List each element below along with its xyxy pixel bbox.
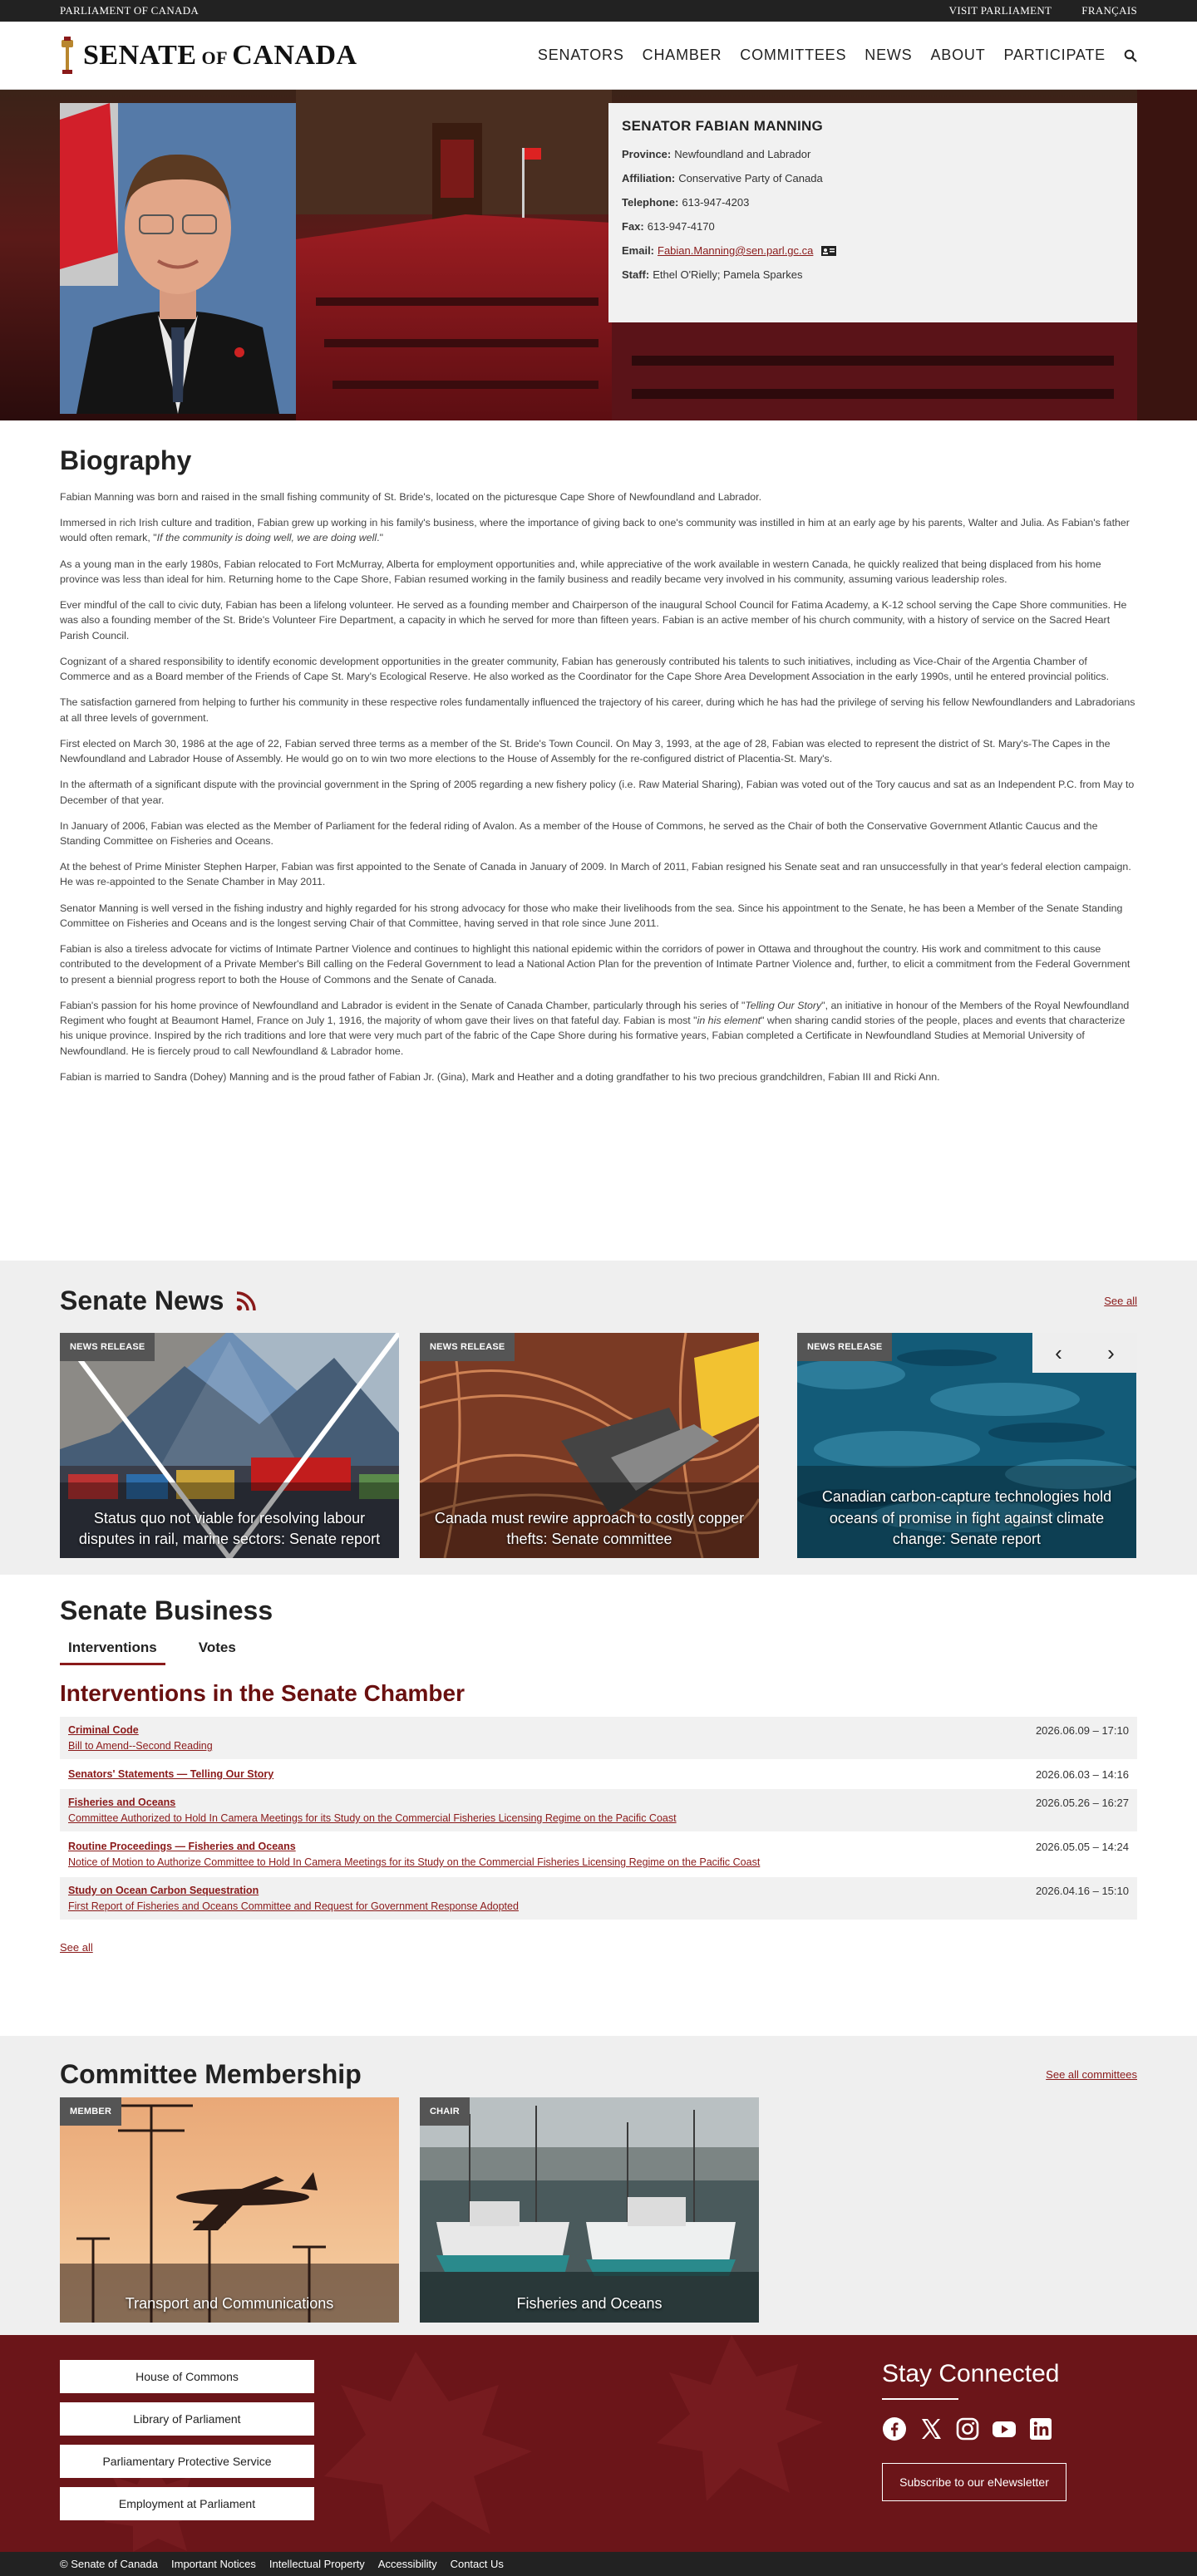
intervention-date: 2026.05.26 – 16:27 xyxy=(1035,1797,1129,1809)
copyright-text: © Senate of Canada xyxy=(60,2558,158,2570)
tab-interventions[interactable]: Interventions xyxy=(60,1639,165,1665)
news-heading: Senate News xyxy=(60,1286,224,1315)
committee-title: Fisheries and Oceans xyxy=(516,2294,663,2312)
contact-us-link[interactable]: Contact Us xyxy=(450,2558,504,2570)
intervention-title[interactable]: Criminal Code xyxy=(68,1724,139,1736)
intervention-subtitle[interactable]: Bill to Amend--Second Reading xyxy=(68,1740,213,1752)
email-link[interactable]: Fabian.Manning@sen.parl.gc.ca xyxy=(658,244,814,257)
nav-about[interactable]: ABOUT xyxy=(930,47,986,63)
youtube-icon[interactable] xyxy=(992,2416,1017,2441)
intervention-date: 2026.06.03 – 14:16 xyxy=(1035,1768,1129,1781)
business-heading: Senate Business xyxy=(60,1595,273,1625)
bio-paragraph: Ever mindful of the call to civic duty, Fabian has been a lifelong volunteer. He served as a founding member and Chairperson of the inaugural School Council for Fatima Academy, a K-12 school serving the Cape Shore communities. He was also a founding member of the St. Bride's Volunteer Fire Department, a capacity in which he served for more than fifteen years. Fabian is an active member of his church community, with a history of service on the Sacred Heart Parish Council. xyxy=(60,599,1127,642)
intervention-row xyxy=(60,1759,1137,1787)
telephone-row: Telephone: 613-947-4203 xyxy=(622,196,750,209)
biography-section xyxy=(0,420,1197,1084)
tab-votes[interactable]: Votes xyxy=(198,1639,236,1655)
utility-bar xyxy=(0,0,1197,22)
intervention-date: 2026.05.05 – 14:24 xyxy=(1035,1841,1129,1853)
see-all-committees-link[interactable]: See all committees xyxy=(1046,2068,1137,2081)
news-header xyxy=(60,1286,1137,1316)
intervention-row xyxy=(60,1831,1137,1875)
bio-paragraph: Cognizant of a shared responsibility to identify economic development opportunities in the greater community, Fabian has generously contributed his talents to such initiatives, including as Vice-Chair of the Argentia Chamber of Commerce and as a Board member of the Friends of Cape St. Mary's Ecological Reserve. He also worked as the Coordinator for the Cape Shore Area Development Association in the early 1990s, until he entered provincial politics. xyxy=(60,655,1110,683)
email-row: Email: Fabian.Manning@sen.parl.gc.ca xyxy=(622,244,1124,257)
senator-name: SENATOR FABIAN MANNING xyxy=(622,118,824,134)
intervention-subtitle[interactable]: Committee Authorized to Hold In Camera Meetings for its Study on the Commercial Fisheries Licensing Regime on the Pacific Coast xyxy=(68,1812,677,1824)
rss-icon[interactable] xyxy=(235,1290,257,1312)
intervention-row xyxy=(60,1715,1137,1759)
senate-business-section xyxy=(60,1595,1137,1955)
intervention-subtitle[interactable]: First Report of Fisheries and Oceans Committee and Request for Government Response Adopted xyxy=(68,1900,519,1912)
accessibility-link[interactable]: Accessibility xyxy=(377,2558,437,2570)
bio-paragraph: First elected on March 30, 1986 at the age of 22, Fabian served three terms as a member of the St. Bride's Town Council. On May 3, 1993, at the age of 28, Fabian was elected to represent the district of St. Mary's-The Capes in the Newfoundland and Labrador House of Assembly. He would go on to win two more elections to the House of Assembly for the re-configured district of Placentia-St. Mary's. xyxy=(60,737,1111,765)
senate-logo[interactable] xyxy=(60,37,357,75)
committee-membership-section xyxy=(0,2036,1197,2335)
x-icon[interactable] xyxy=(919,2416,943,2441)
carousel-controls xyxy=(1032,1333,1137,1373)
nav-committees[interactable]: COMMITTEES xyxy=(740,47,847,63)
intervention-date: 2026.04.16 – 15:10 xyxy=(1035,1885,1129,1897)
linkedin-icon[interactable] xyxy=(1028,2416,1053,2441)
news-title: Status quo not viable for resolving labour disputes in rail, marine sectors: Senate report xyxy=(78,1509,381,1547)
footer-link-protective-service[interactable]: Parliamentary Protective Service xyxy=(60,2445,314,2478)
business-see-all-link[interactable]: See all xyxy=(60,1941,93,1954)
bio-paragraph: Senator Manning is well versed in the fishing industry and highly regarded for his strong advocacy for those who make their livelihoods from the sea. Since his appointment to the Senate, he has been a Member of the Senate Standing Committee on Fisheries and Oceans and is the longest serving Chair of that Committee, having served in that role since June 2011. xyxy=(60,902,1123,929)
senate-news-section xyxy=(0,1261,1197,1575)
important-notices-link[interactable]: Important Notices xyxy=(171,2558,256,2570)
site-header xyxy=(0,22,1197,90)
committee-role-tag: CHAIR xyxy=(420,2097,470,2126)
social-links xyxy=(882,2416,1066,2441)
bio-paragraph: Fabian is married to Sandra (Dohey) Manning and is the proud father of Fabian Jr. (Gina), Mark and Heather and a doting grandfather to his two precious grandchildren, Fabian III and Ricki Ann. xyxy=(60,1070,940,1083)
visit-parliament-link[interactable]: VISIT PARLIAMENT xyxy=(948,4,1052,17)
bio-paragraph: At the behest of Prime Minister Stephen Harper, Fabian was first appointed to the Senate of Canada in January of 2009. In March of 2011, Fabian resigned his Senate seat and ran unsuccessfully in that year's federal election campaign. He was re-appointed to the Senate Chamber in May 2011. xyxy=(60,861,1131,888)
parliament-link[interactable]: PARLIAMENT OF CANADA xyxy=(60,4,200,17)
news-tag: NEWS RELEASE xyxy=(797,1333,892,1361)
news-title: Canadian carbon-capture technologies hold oceans of promise in fight against climate change: Senate report xyxy=(821,1488,1112,1547)
intervention-date: 2026.06.09 – 17:10 xyxy=(1035,1724,1129,1737)
stay-connected xyxy=(882,2360,1066,2501)
committee-card[interactable] xyxy=(420,2097,759,2323)
staff-row: Staff: Ethel O'Rielly; Pamela Sparkes xyxy=(622,268,803,281)
language-toggle[interactable]: FRANÇAIS xyxy=(1081,4,1137,17)
nav-senators[interactable]: SENATORS xyxy=(537,47,624,63)
biography-heading: Biography xyxy=(60,445,192,475)
intervention-title[interactable]: Senators' Statements — Telling Our Story xyxy=(68,1768,274,1780)
footer-bottom-bar xyxy=(0,2552,1197,2576)
intervention-row xyxy=(60,1875,1137,1920)
intervention-title[interactable]: Fisheries and Oceans xyxy=(68,1797,176,1808)
intellectual-property-link[interactable]: Intellectual Property xyxy=(268,2558,365,2570)
bio-paragraph: As a young man in the early 1980s, Fabian relocated to Fort McMurray, Alberta for employment opportunities and, while appreciative of the work available in western Canada, he quickly realized that being displaced from his home province was less than ideal for him. Returning home to the Cape Shore, Fabian resumed working in the family business and readily became very involved in his community, assuming various leadership roles. xyxy=(60,558,1101,585)
committee-title: Transport and Communications xyxy=(125,2294,334,2312)
news-card[interactable] xyxy=(420,1333,759,1558)
nav-chamber[interactable]: CHAMBER xyxy=(642,47,722,63)
bio-paragraph: Fabian Manning was born and raised in the small fishing community of St. Bride's, located on the picturesque Cape Shore of Newfoundland and Labrador. xyxy=(60,491,762,503)
bio-paragraph: The satisfaction garnered from helping to further his community in these respective roles fundamentally influenced the trajectory of his career, during which he has had the privilege of serving his fellow Newfoundlanders and Labradorians at all three levels of government. xyxy=(60,696,1135,724)
footer-link-library[interactable]: Library of Parliament xyxy=(60,2402,314,2436)
contact-card-icon[interactable] xyxy=(821,246,836,256)
news-title: Canada must rewire approach to costly copper thefts: Senate committee xyxy=(434,1509,745,1547)
news-tag: NEWS RELEASE xyxy=(60,1333,155,1361)
committee-heading: Committee Membership xyxy=(60,2059,362,2089)
committee-card[interactable] xyxy=(60,2097,399,2323)
divider xyxy=(882,2398,958,2400)
facebook-icon[interactable] xyxy=(882,2416,907,2441)
bio-paragraph: Fabian's passion for his home province of Newfoundland and Labrador is evident in the Senate of Canada Chamber, particularly through his series of "Telling Our Story", an initiative in honour of the Members of the Royal Newfoundland Regiment who fought at Beaumont Hamel, France on July 1, 1916, the majority of whom gave their lives on that fateful day. Fabian is most "in his element" when sharing candid stories of the people, places and events that characterize his unique province. Inspired by the rich traditions and lore that were very much part of the fabric of the Cape Shore during his formative years, Fabian completed a Certificate in Newfoundland Studies at Memorial University of Newfoundland. He is fiercely proud to call Newfoundland & Labrador home. xyxy=(60,999,1130,1057)
committee-image-transport xyxy=(60,2097,399,2323)
instagram-icon[interactable] xyxy=(955,2416,980,2441)
business-tabs xyxy=(60,1639,1137,1665)
senator-hero xyxy=(0,90,1197,420)
committee-role-tag: MEMBER xyxy=(60,2097,121,2126)
logo-text: SENATE OF CANADA xyxy=(83,39,357,71)
committee-image-fisheries xyxy=(420,2097,759,2323)
chevron-left-icon[interactable]: ‹ xyxy=(1055,1340,1062,1365)
news-card[interactable] xyxy=(60,1333,399,1558)
footer-link-employment[interactable]: Employment at Parliament xyxy=(60,2487,314,2520)
nav-news[interactable]: NEWS xyxy=(864,47,913,63)
senator-info-card xyxy=(608,103,1137,322)
intervention-title[interactable]: Routine Proceedings — Fisheries and Oceans xyxy=(68,1841,296,1852)
main-nav xyxy=(538,47,1137,64)
bio-paragraph: In January of 2006, Fabian was elected as the Member of Parliament for the federal riding of Avalon. As a member of the House of Commons, he served as the Chair of both the Conservative Government Atlantic Caucus and the Standing Committee on Fisheries and Oceans. xyxy=(60,819,1098,847)
interventions-heading: Interventions in the Senate Chamber xyxy=(60,1680,465,1706)
site-footer xyxy=(0,2335,1197,2552)
fax-row: Fax: 613-947-4170 xyxy=(622,220,715,233)
intervention-row xyxy=(60,1787,1137,1831)
news-see-all-link[interactable]: See all xyxy=(1104,1295,1137,1307)
bio-paragraph: Fabian is also a tireless advocate for victims of Intimate Partner Violence and continues to highlight this national epidemic within the corridors of power in Ottawa and throughout the country. His work and commitment to this cause contributed to the development of a Private Member's Bill calling on the Federal Government to lead a National Action Plan for the prevention of Intimate Partner Violence and, further, to elicit a commitment from the Federal Government to present a biennial progress report to both the House of Commons and the Senate of Canada. xyxy=(60,943,1130,986)
stay-connected-heading: Stay Connected xyxy=(882,2360,1060,2387)
bio-paragraph: In the aftermath of a significant dispute with the provincial government in the Spring of 2005 regarding a new fishery policy (i.e. Raw Material Sharing), Fabian was voted out of the Tory caucus and sat as an Independent P.C. from May to December of that year. xyxy=(60,779,1135,806)
senator-portrait xyxy=(60,103,296,414)
committee-header xyxy=(60,2059,1137,2090)
news-tag: NEWS RELEASE xyxy=(420,1333,515,1361)
affiliation-row: Affiliation: Conservative Party of Canada xyxy=(622,172,823,184)
search-icon[interactable] xyxy=(1124,49,1137,62)
chevron-right-icon[interactable]: › xyxy=(1107,1340,1115,1365)
province-row: Province: Newfoundland and Labrador xyxy=(622,148,811,160)
bio-paragraph: Immersed in rich Irish culture and tradition, Fabian grew up working in his family's business, where the importance of giving back to one's community was instilled in him at an early age by his parents, Walter and Julia. As Fabian's father would often remark, "If the community is doing well, we are doing well." xyxy=(60,517,1130,544)
subscribe-button[interactable]: Subscribe to our eNewsletter xyxy=(882,2463,1066,2501)
mace-icon xyxy=(60,37,75,75)
nav-participate[interactable]: PARTICIPATE xyxy=(1003,47,1106,63)
intervention-title[interactable]: Study on Ocean Carbon Sequestration xyxy=(68,1885,259,1896)
intervention-subtitle[interactable]: Notice of Motion to Authorize Committee to Hold In Camera Meetings for its Study on the Commercial Fisheries Licensing Regime on the Pacific Coast xyxy=(68,1856,761,1868)
footer-link-house-of-commons[interactable]: House of Commons xyxy=(60,2360,314,2393)
interventions-list xyxy=(60,1715,1137,1920)
